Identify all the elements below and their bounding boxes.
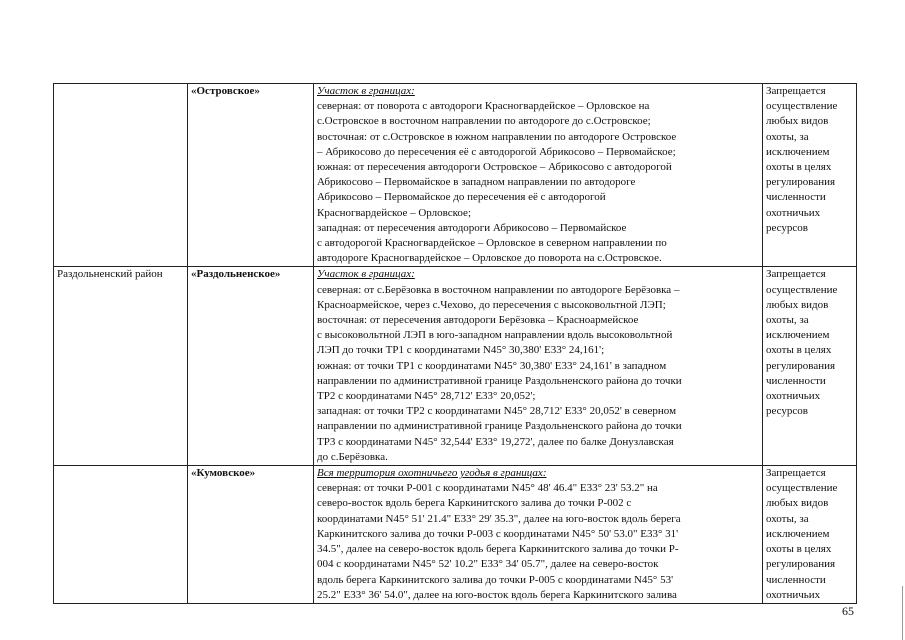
- boundary-line: Абрикосово – Первомайское до пересечения её с автодорогой: [317, 191, 606, 204]
- boundary-line: южная: от точки ТР1 с координатами N45° 30,380' E33° 24,161' в западном: [317, 359, 667, 372]
- restriction-line: регулирования: [766, 359, 836, 372]
- boundary-line: ЛЭП до точки ТР1 с координатами N45° 30,380' E33° 24,161';: [317, 344, 605, 357]
- boundary-line: северо-восток вдоль берега Каркинитского залива до точки Р-002 с: [317, 497, 632, 510]
- restriction-line: исключением: [766, 145, 830, 158]
- area-name: «Кумовское»: [191, 467, 256, 480]
- boundary-line: восточная: от с.Островское в южном направлении по автодороге Островское: [317, 130, 677, 143]
- page-number: 65: [842, 604, 854, 618]
- restriction-line: регулирования: [766, 558, 836, 571]
- restriction-line: охотничьих: [766, 206, 821, 219]
- hunting-areas-table: [53, 83, 857, 604]
- boundary-line: с высоковольтной ЛЭП в юго-западном направлении вдоль высоковольтной: [317, 329, 673, 342]
- restriction-line: ресурсов: [766, 221, 808, 234]
- boundary-line: западная: от пересечения автодороги Абрикосово – Первомайское: [317, 221, 627, 234]
- restriction-line: исключением: [766, 527, 830, 540]
- district-cell: [54, 466, 188, 604]
- boundaries-heading: Вся территория охотничьего угодья в границах:: [317, 467, 547, 480]
- restriction-line: Запрещается: [766, 467, 826, 480]
- boundary-line: – Абрикосово до пересечения её с автодорогой Абрикосово – Первомайское;: [317, 145, 676, 158]
- restriction-line: регулирования: [766, 176, 836, 189]
- boundary-line: Красногвардейское – Орловское;: [317, 206, 471, 219]
- boundary-line: 004 с координатами N45° 52' 10.2" E33° 34' 05.7", далее на северо-восток: [317, 558, 659, 571]
- boundary-line: направлении по административной границе Раздольненского района до точки: [317, 420, 682, 433]
- boundary-line: с автодорогой Красногвардейское – Орловское в северном направлении по: [317, 237, 667, 250]
- area-cell: [188, 466, 314, 604]
- boundary-line: северная: от с.Берёзовка в восточном направлении по автодороге Берёзовка –: [317, 283, 680, 296]
- boundary-line: ТР3 с координатами N45° 32,544' E33° 19,272', далее по балке Донузлавская: [317, 435, 674, 448]
- restriction-line: охоты в целях: [766, 344, 832, 357]
- boundary-line: Каркинитского залива до точки Р-003 с координатами N45° 50' 53.0" E33° 31': [317, 527, 679, 540]
- boundary-line: северная: от поворота с автодороги Красногвардейское – Орловское на: [317, 100, 650, 113]
- boundary-line: Красноармейское, через с.Чехово, до пересечения с высоковольтной ЛЭП;: [317, 298, 666, 311]
- restriction-line: охотничьих: [766, 390, 821, 403]
- area-cell: [188, 84, 314, 267]
- boundary-line: 34.5", далее на северо-восток вдоль берега Каркинитского залива до точки Р-: [317, 543, 679, 556]
- boundary-line: восточная: от пересечения автодороги Берёзовка – Красноармейское: [317, 314, 639, 327]
- boundary-line: координатами N45° 51' 21.4" E33° 29' 35.3", далее на юго-восток вдоль берега: [317, 512, 681, 525]
- boundary-line: вдоль берега Каркинитского залива до точки Р-005 с координатами N45° 53': [317, 573, 674, 586]
- restriction-line: любых видов: [766, 115, 829, 128]
- restriction-line: осуществление: [766, 283, 838, 296]
- district-cell: [54, 84, 188, 267]
- boundary-line: северная: от точки Р-001 с координатами N45° 48' 46.4" E33° 23' 53.2" на: [317, 482, 658, 495]
- restriction-line: исключением: [766, 329, 830, 342]
- restriction-line: охотничьих: [766, 588, 821, 601]
- restriction-line: численности: [766, 191, 826, 204]
- table-row: [54, 466, 857, 604]
- area-cell: [188, 267, 314, 466]
- boundary-line: до с.Берёзовка.: [317, 450, 388, 463]
- restriction-line: численности: [766, 573, 826, 586]
- boundary-line: западная: от точки ТР2 с координатами N45° 28,712' E33° 20,052' в северном: [317, 405, 677, 418]
- boundaries-cell: [314, 84, 763, 267]
- restriction-line: осуществление: [766, 482, 838, 495]
- boundary-line: с.Островское в восточном направлении по автодороге до с.Островское;: [317, 115, 651, 128]
- boundaries-heading: Участок в границах:: [317, 268, 415, 281]
- restriction-line: охоты в целях: [766, 543, 832, 556]
- restriction-cell: [763, 267, 857, 466]
- boundary-line: 25.2" E33° 36' 54.0", далее на юго-восток вдоль берега Каркинитского залива: [317, 588, 677, 601]
- restriction-line: охоты, за: [766, 314, 809, 327]
- boundaries-cell: [314, 267, 763, 466]
- boundaries-cell: [314, 466, 763, 604]
- restriction-line: охоты, за: [766, 130, 809, 143]
- restriction-line: численности: [766, 374, 826, 387]
- restriction-line: любых видов: [766, 497, 829, 510]
- table-row: [54, 84, 857, 267]
- boundary-line: Абрикосово – Первомайское в западном направлении по автодороге: [317, 176, 636, 189]
- scan-edge-mark: [902, 586, 903, 640]
- restriction-line: Запрещается: [766, 85, 826, 97]
- boundaries-heading: Участок в границах:: [317, 85, 415, 97]
- boundary-line: южная: от пересечения автодороги Островское – Абрикосово с автодорогой: [317, 161, 672, 174]
- restriction-line: любых видов: [766, 298, 829, 311]
- district-name: Раздольненский район: [57, 268, 163, 281]
- restriction-line: ресурсов: [766, 405, 808, 418]
- table-row: [54, 267, 857, 466]
- district-cell: [54, 267, 188, 466]
- restriction-line: осуществление: [766, 100, 838, 113]
- restriction-line: Запрещается: [766, 268, 826, 281]
- restriction-cell: [763, 466, 857, 604]
- boundary-line: ТР2 с координатами N45° 28,712' E33° 20,052';: [317, 390, 536, 403]
- boundary-line: направлении по административной границе Раздольненского района до точки: [317, 374, 682, 387]
- area-name: «Островское»: [191, 85, 260, 97]
- boundary-line: автодороге Красногвардейское – Орловское до поворота на с.Островское.: [317, 252, 662, 265]
- restriction-line: охоты в целях: [766, 161, 832, 174]
- restriction-cell: [763, 84, 857, 267]
- area-name: «Раздольненское»: [191, 268, 281, 281]
- restriction-line: охоты, за: [766, 512, 809, 525]
